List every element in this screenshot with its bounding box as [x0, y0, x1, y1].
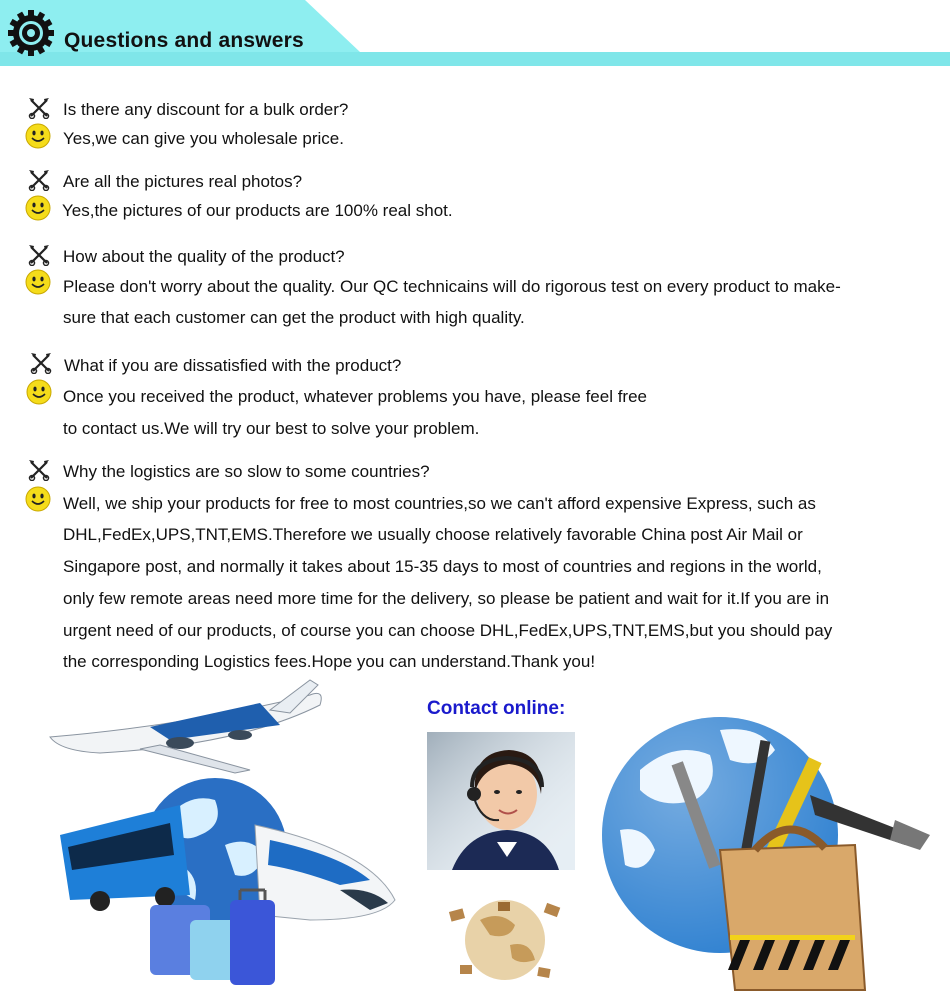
answer-text: Please don't worry about the quality. Our QC technicains will do rigorous test on every product to make-	[63, 277, 841, 296]
answer-text: sure that each customer can get the product with high quality.	[63, 308, 525, 327]
answer-text: to contact us.We will try our best to solve your problem.	[63, 419, 480, 438]
tools-icon	[28, 244, 50, 266]
shipping-illustration	[40, 675, 420, 995]
smiley-icon	[25, 378, 53, 406]
gear-icon	[6, 8, 56, 58]
train-image	[255, 825, 395, 920]
question-text: Are all the pictures real photos?	[63, 172, 303, 191]
question-text: How about the quality of the product?	[63, 247, 345, 266]
answer-text: DHL,FedEx,UPS,TNT,EMS.Therefore we usually choose relatively favorable China post Air Mail or	[63, 525, 803, 544]
smiley-icon	[24, 268, 52, 296]
support-agent-photo	[427, 732, 575, 870]
tools-icon	[30, 352, 52, 374]
question-text: Why the logistics are so slow to some countries?	[63, 462, 430, 481]
banner-stripe	[0, 52, 950, 66]
answer-text: Singapore post, and normally it takes about 15-35 days to most of countries and regions in the world,	[63, 557, 822, 576]
toolbox-globe-illustration	[600, 700, 945, 995]
page-title: Questions and answers	[64, 29, 304, 52]
answer-text: Well, we ship your products for free to most countries,so we can't afford expensive Express, such as	[63, 494, 816, 513]
answer-text: Yes,the pictures of our products are 100% real shot.	[62, 201, 453, 220]
header-banner	[0, 0, 950, 70]
answer-text: only few remote areas need more time for the delivery, so please be patient and wait for it.If you are in	[63, 589, 830, 608]
answer-text: Yes,we can give you wholesale price.	[63, 129, 344, 148]
smiley-icon	[24, 122, 52, 150]
tools-icon	[28, 459, 50, 481]
question-text: What if you are dissatisfied with the product?	[64, 356, 402, 375]
smiley-icon	[24, 485, 52, 513]
parcel-globe-image	[430, 880, 580, 990]
answer-text: urgent need of our products, of course you can choose DHL,FedEx,UPS,TNT,EMS,but you should pay	[63, 621, 833, 640]
bus-image	[60, 805, 190, 911]
tools-icon	[28, 97, 50, 119]
airplane-image	[50, 680, 321, 773]
question-text: Is there any discount for a bulk order?	[63, 100, 349, 119]
smiley-icon	[24, 194, 52, 222]
answer-text: Once you received the product, whatever problems you have, please feel free	[63, 387, 648, 406]
contact-title: Contact online:	[427, 698, 566, 719]
tools-icon	[28, 169, 50, 191]
answer-text: the corresponding Logistics fees.Hope you can understand.Thank you!	[63, 652, 596, 671]
